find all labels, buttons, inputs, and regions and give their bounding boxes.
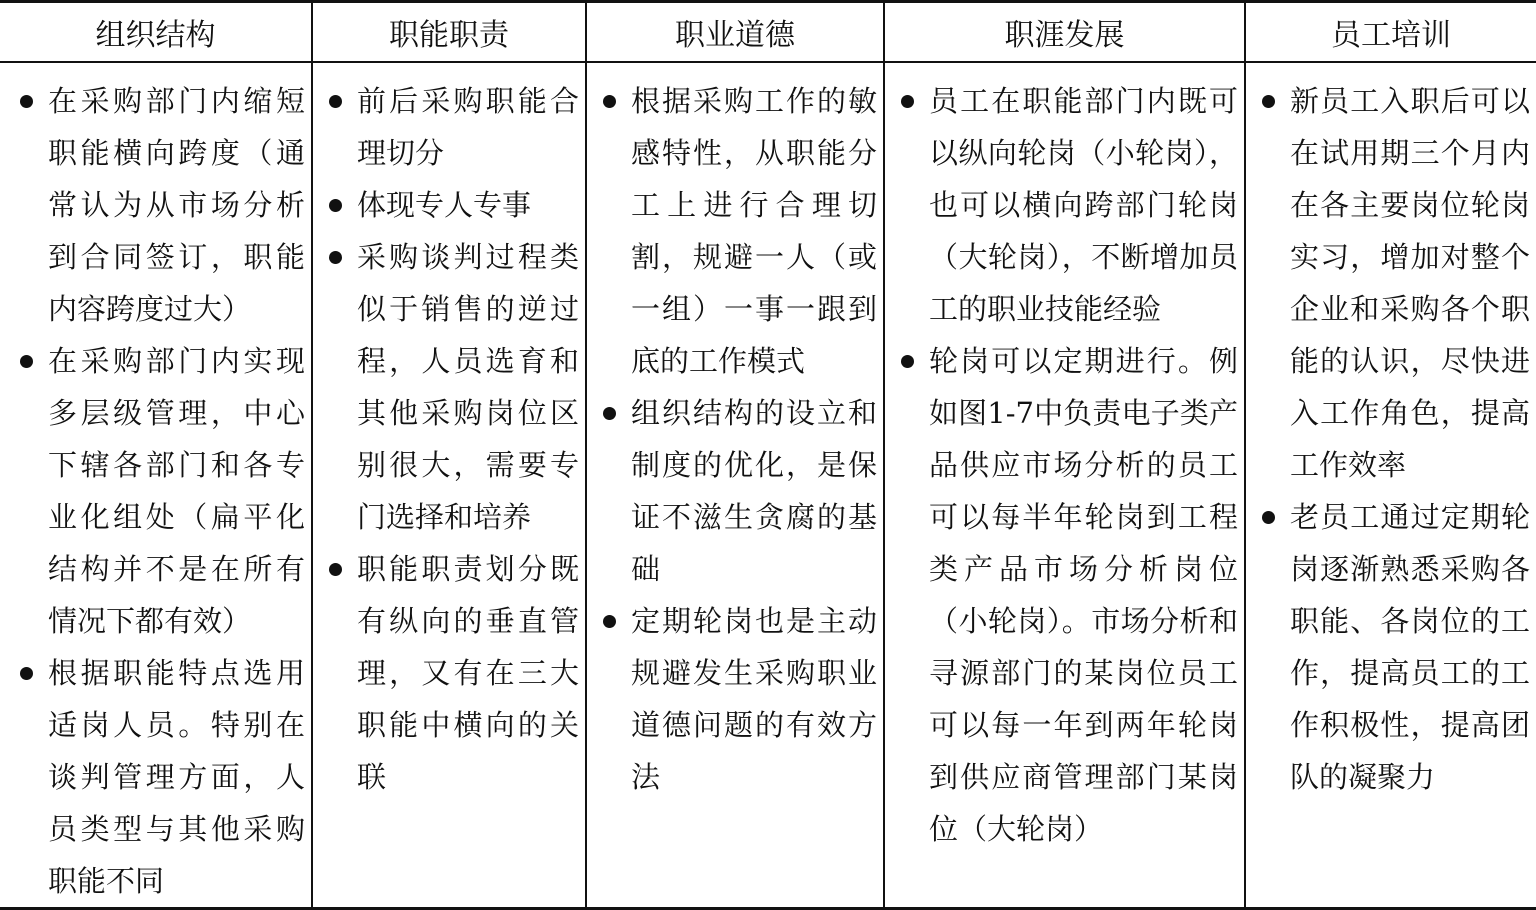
list-item-text: 根据职能特点选用适岗人员。特别在谈判管理方面，人员类型与其他采购职能不同 <box>48 656 305 898</box>
list-item <box>20 335 305 647</box>
header-functions-duties: 职能职责 <box>312 2 586 63</box>
bullet-icon <box>20 335 42 387</box>
list-item-text: 前后采购职能合理切分 <box>357 84 579 170</box>
bullet-icon <box>603 75 625 127</box>
list-item <box>603 387 877 595</box>
header-staff-training: 员工培训 <box>1245 2 1536 63</box>
list-item <box>1262 75 1530 491</box>
content-row <box>0 62 1536 909</box>
list-item-text: 新员工入职后可以在试用期三个月内在各主要岗位轮岗实习，增加对整个企业和采购各个职能的认识，尽快进入工作角色，提高工作效率 <box>1290 84 1530 482</box>
cell-professional-ethics <box>586 62 884 909</box>
cell-career-development <box>884 62 1245 909</box>
list-item-text: 体现专人专事 <box>357 188 532 222</box>
bullet-icon <box>1262 491 1284 543</box>
list-item-text: 根据采购工作的敏感特性，从职能分工上进行合理切割，规避一人（或一组）一事一跟到底的工作模式 <box>631 84 877 378</box>
bullet-icon <box>603 387 625 439</box>
header-org-structure: 组织结构 <box>0 2 312 63</box>
bullet-list <box>329 75 579 803</box>
bullet-icon <box>901 75 923 127</box>
list-item-text: 职能职责划分既有纵向的垂直管理，又有在三大职能中横向的关联 <box>357 552 579 794</box>
list-item-text: 采购谈判过程类似于销售的逆过程，人员选育和其他采购岗位区别很大，需要专门选择和培养 <box>357 240 579 534</box>
list-item-text: 在采购部门内缩短职能横向跨度（通常认为从市场分析到合同签订，职能内容跨度过大） <box>48 84 305 326</box>
bullet-icon <box>20 75 42 127</box>
header-row <box>0 2 1536 63</box>
bullet-list <box>20 75 305 907</box>
list-item-text: 员工在职能部门内既可以纵向轮岗（小轮岗），也可以横向跨部门轮岗（大轮岗），不断增加员工的职业技能经验 <box>929 84 1238 326</box>
header-career-development: 职涯发展 <box>884 2 1245 63</box>
list-item-text: 组织结构的设立和制度的优化，是保证不滋生贪腐的基础 <box>631 396 877 586</box>
list-item <box>329 231 579 543</box>
bullet-list <box>901 75 1238 855</box>
list-item-text: 在采购部门内实现多层级管理，中心下辖各部门和各专业化组处（扁平化结构并不是在所有情况下都有效） <box>48 344 305 638</box>
bullet-icon <box>329 543 351 595</box>
list-item-text: 轮岗可以定期进行。例如图1-7中负责电子类产品供应市场分析的员工可以每半年轮岗到工程类产品市场分析岗位（小轮岗）。市场分析和寻源部门的某岗位员工可以每一年到两年轮岗到供应商管理部门某岗位（大轮岗） <box>929 344 1238 846</box>
bullet-icon <box>1262 75 1284 127</box>
bullet-icon <box>329 231 351 283</box>
bullet-icon <box>329 179 351 231</box>
bullet-icon <box>603 595 625 647</box>
bullet-icon <box>329 75 351 127</box>
cell-org-structure <box>0 62 312 909</box>
bullet-icon <box>901 335 923 387</box>
list-item <box>603 75 877 387</box>
list-item-text: 定期轮岗也是主动规避发生采购职业道德问题的有效方法 <box>631 604 877 794</box>
cell-staff-training <box>1245 62 1536 909</box>
list-item-text: 老员工通过定期轮岗逐渐熟悉采购各职能、各岗位的工作，提高员工的工作积极性，提高团队的凝聚力 <box>1290 500 1530 794</box>
bullet-icon <box>20 647 42 699</box>
list-item <box>20 647 305 907</box>
list-item <box>603 595 877 803</box>
bullet-list <box>1262 75 1530 803</box>
bullet-list <box>603 75 877 803</box>
list-item <box>329 543 579 803</box>
list-item <box>901 75 1238 335</box>
list-item <box>329 75 579 179</box>
header-professional-ethics: 职业道德 <box>586 2 884 63</box>
cell-functions-duties <box>312 62 586 909</box>
list-item <box>901 335 1238 855</box>
list-item <box>20 75 305 335</box>
list-item <box>1262 491 1530 803</box>
list-item <box>329 179 579 231</box>
